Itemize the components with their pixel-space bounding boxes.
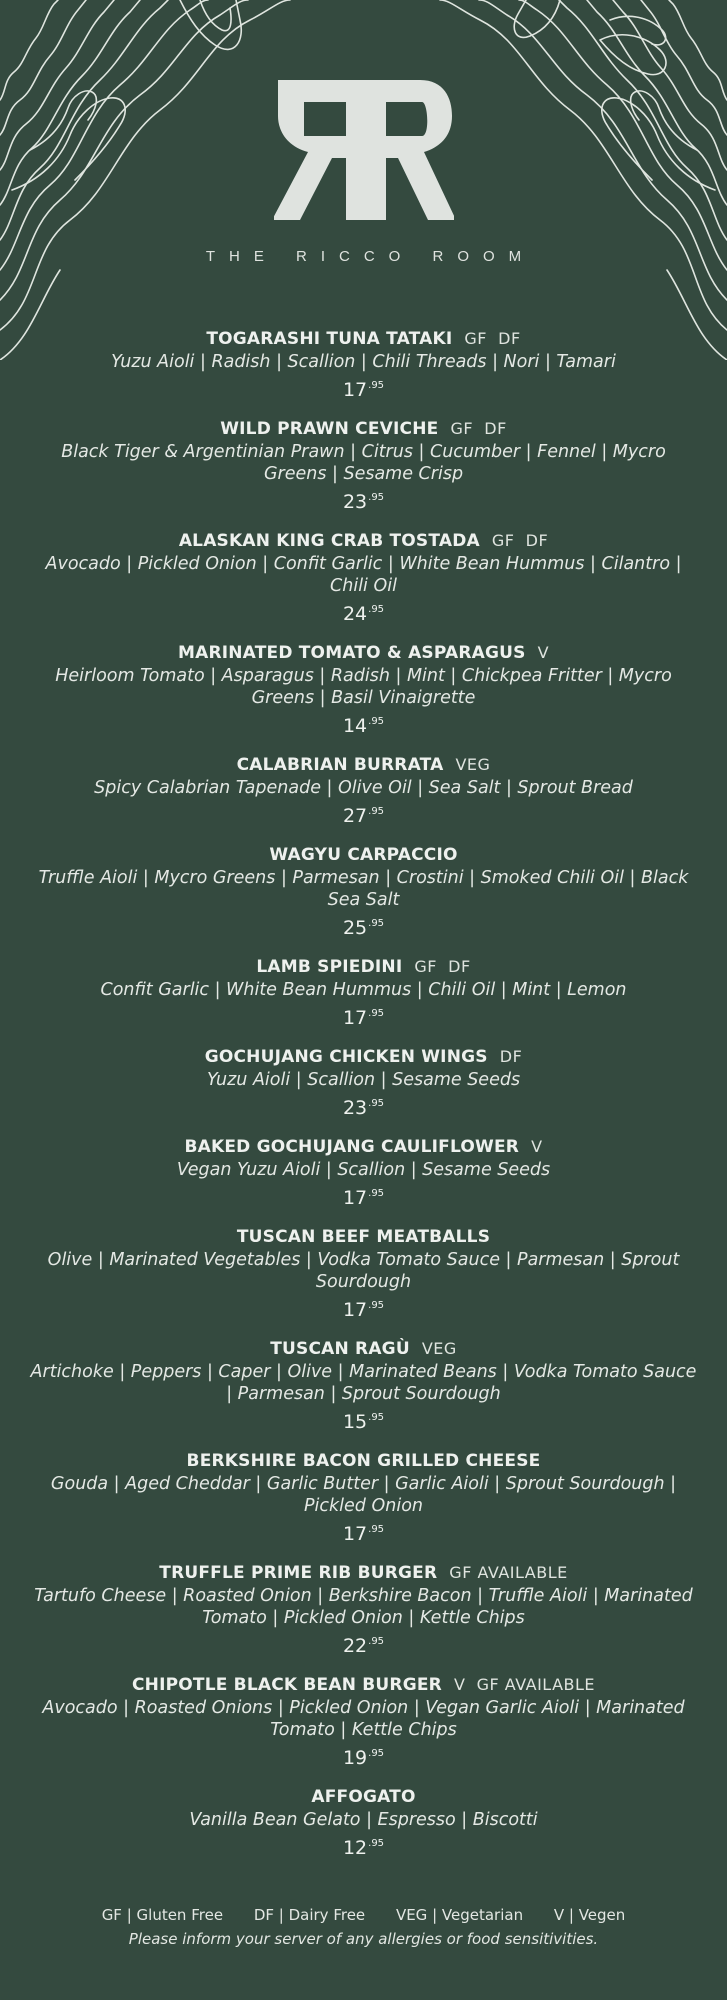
price-cents: .95 xyxy=(368,492,385,503)
menu-item xyxy=(30,1045,697,1121)
menu-item-title: AFFOGATO xyxy=(311,1787,416,1807)
menu-item-title: LAMB SPIEDINI xyxy=(256,957,403,977)
menu-item-price xyxy=(30,709,697,739)
price-cents: .95 xyxy=(368,1748,385,1759)
menu-item-title: TOGARASHI TUNA TATAKI xyxy=(206,329,453,349)
menu-item xyxy=(30,1337,697,1435)
price-dollars: 12 xyxy=(342,1837,368,1859)
menu-item-description: Spicy Calabrian Tapenade | Olive Oil | Sea Salt | Sprout Bread xyxy=(94,778,633,798)
menu-item-description: Confit Garlic | White Bean Hummus | Chili Oil | Mint | Lemon xyxy=(100,980,627,1000)
menu-item-name xyxy=(30,327,697,351)
menu-item-price xyxy=(30,1091,697,1121)
price-cents: .95 xyxy=(368,806,385,817)
menu-item-name xyxy=(30,1135,697,1159)
menu-item xyxy=(30,1135,697,1211)
menu-item xyxy=(30,1225,697,1323)
menu-item xyxy=(30,529,697,627)
menu-item-description: Avocado | Pickled Onion | Confit Garlic | White Bean Hummus | Cilantro | Chili Oil xyxy=(45,554,682,596)
menu-item-description: Black Tiger & Argentinian Prawn | Citrus | Cucumber | Fennel | Mycro Greens | Sesame Crisp xyxy=(61,442,666,484)
price-cents: .95 xyxy=(368,1188,385,1199)
price-cents: .95 xyxy=(368,716,385,727)
price-dollars: 19 xyxy=(342,1747,368,1769)
price-cents: .95 xyxy=(368,918,385,929)
price-dollars: 15 xyxy=(342,1411,368,1433)
menu-item-price xyxy=(30,1001,697,1031)
menu-item-description: Artichoke | Peppers | Caper | Olive | Marinated Beans | Vodka Tomato Sauce | Parmesan | Sprout Sourdough xyxy=(30,1362,697,1404)
menu-item-name xyxy=(30,529,697,553)
menu-item-price xyxy=(30,1741,697,1771)
menu-item-dietary-tags: GF AVAILABLE xyxy=(449,1563,568,1582)
menu-item-name xyxy=(30,1337,697,1361)
price-cents: .95 xyxy=(368,1008,385,1019)
menu-item-name xyxy=(30,843,697,867)
menu-item-description: Avocado | Roasted Onions | Pickled Onion | Vegan Garlic Aioli | Marinated Tomato | Kettle Chips xyxy=(42,1698,685,1740)
menu-item xyxy=(30,843,697,941)
price-cents: .95 xyxy=(368,1636,385,1647)
menu-item-price xyxy=(30,1517,697,1547)
menu-item xyxy=(30,641,697,739)
price-cents: .95 xyxy=(368,1412,385,1423)
menu-item-dietary-tags: GF DF xyxy=(491,531,549,550)
allergy-notice: Please inform your server of any allergies or food sensitivities. xyxy=(128,1930,599,1948)
menu-item-price xyxy=(30,1629,697,1659)
price-dollars: 23 xyxy=(342,491,368,513)
price-cents: .95 xyxy=(368,1098,385,1109)
menu-item-title: TRUFFLE PRIME RIB BURGER xyxy=(159,1563,438,1583)
price-dollars: 17 xyxy=(342,1187,368,1209)
menu-item-title: TUSCAN RAGÙ xyxy=(270,1339,410,1359)
dietary-legend xyxy=(0,1906,727,1924)
menu-item-dietary-tags: VEG xyxy=(455,755,491,774)
price-cents: .95 xyxy=(368,1838,385,1849)
legend-vegan: V | Vegen xyxy=(553,1906,626,1924)
menu-item-name xyxy=(30,955,697,979)
price-dollars: 23 xyxy=(342,1097,368,1119)
menu-item xyxy=(30,327,697,403)
menu-item xyxy=(30,1673,697,1771)
menu-item-dietary-tags: GF DF xyxy=(464,329,521,348)
menu-item-dietary-tags: V GF AVAILABLE xyxy=(453,1675,596,1694)
menu-item-description: Heirloom Tomato | Asparagus | Radish | Mint | Chickpea Fritter | Mycro Greens | Basil Vinaigrette xyxy=(55,666,672,708)
menu-item-price xyxy=(30,597,697,627)
menu-item-description: Tartufo Cheese | Roasted Onion | Berkshire Bacon | Truffle Aioli | Marinated Tomato | Pickled Onion | Kettle Chips xyxy=(34,1586,693,1628)
price-dollars: 17 xyxy=(342,379,368,401)
menu-item-name xyxy=(30,1673,697,1697)
menu-item-title: WAGYU CARPACCIO xyxy=(269,845,458,865)
menu-item-description: Truffle Aioli | Mycro Greens | Parmesan | Crostini | Smoked Chili Oil | Black Sea Salt xyxy=(38,868,689,910)
price-dollars: 24 xyxy=(342,603,368,625)
menu-item-name xyxy=(30,1561,697,1585)
menu-item-description: Vegan Yuzu Aioli | Scallion | Sesame Seeds xyxy=(176,1160,551,1180)
menu-item-description: Yuzu Aioli | Radish | Scallion | Chili Threads | Nori | Tamari xyxy=(111,352,616,372)
menu-item xyxy=(30,1561,697,1659)
menu-item-title: CHIPOTLE BLACK BEAN BURGER xyxy=(131,1675,442,1695)
menu-item-title: BERKSHIRE BACON GRILLED CHEESE xyxy=(186,1451,541,1471)
menu-item-title: ALASKAN KING CRAB TOSTADA xyxy=(178,531,480,551)
menu-item-price xyxy=(30,799,697,829)
menu-item-dietary-tags: GF DF xyxy=(450,419,507,438)
legend-dairy-free: DF | Dairy Free xyxy=(253,1906,366,1924)
rr-monogram-logo xyxy=(274,80,454,220)
menu-item-dietary-tags: VEG xyxy=(421,1339,457,1358)
menu-item xyxy=(30,417,697,515)
price-cents: .95 xyxy=(368,1524,385,1535)
menu-item xyxy=(30,753,697,829)
menu-item-price xyxy=(30,485,697,515)
menu-item-description: Vanilla Bean Gelato | Espresso | Biscotti xyxy=(189,1810,538,1830)
menu-item xyxy=(30,1449,697,1547)
menu-item-name xyxy=(30,1225,697,1249)
legend-vegetarian: VEG | Vegetarian xyxy=(395,1906,524,1924)
price-cents: .95 xyxy=(368,380,385,391)
price-dollars: 14 xyxy=(342,715,368,737)
menu-item-dietary-tags: V xyxy=(531,1137,543,1156)
menu-item-description: Yuzu Aioli | Scallion | Sesame Seeds xyxy=(206,1070,521,1090)
menu-item-name xyxy=(30,1449,697,1473)
price-dollars: 17 xyxy=(342,1007,368,1029)
price-dollars: 17 xyxy=(342,1299,368,1321)
menu-item xyxy=(30,1785,697,1861)
menu-item-description: Olive | Marinated Vegetables | Vodka Tomato Sauce | Parmesan | Sprout Sourdough xyxy=(47,1250,680,1292)
legend-gluten-free: GF | Gluten Free xyxy=(101,1906,224,1924)
menu-item-price xyxy=(30,1293,697,1323)
price-dollars: 27 xyxy=(342,805,368,827)
menu-list xyxy=(30,327,697,1875)
menu-item-price xyxy=(30,1405,697,1435)
menu-item-title: CALABRIAN BURRATA xyxy=(236,755,444,775)
menu-item-title: GOCHUJANG CHICKEN WINGS xyxy=(204,1047,488,1067)
menu-item-price xyxy=(30,373,697,403)
menu-item-title: MARINATED TOMATO & ASPARAGUS xyxy=(177,643,526,663)
menu-item-name xyxy=(30,641,697,665)
menu-item-dietary-tags: V xyxy=(537,643,550,662)
menu-item xyxy=(30,955,697,1031)
price-cents: .95 xyxy=(368,604,385,615)
price-dollars: 17 xyxy=(342,1523,368,1545)
price-dollars: 22 xyxy=(342,1635,368,1657)
menu-item-price xyxy=(30,1831,697,1861)
menu-item-name xyxy=(30,753,697,777)
menu-item-name xyxy=(30,1785,697,1809)
menu-item-dietary-tags: DF xyxy=(499,1047,523,1066)
menu-item-name xyxy=(30,417,697,441)
menu-item-dietary-tags: GF DF xyxy=(414,957,471,976)
menu-item-price xyxy=(30,1181,697,1211)
menu-item-name xyxy=(30,1045,697,1069)
menu-item-price xyxy=(30,911,697,941)
menu-item-description: Gouda | Aged Cheddar | Garlic Butter | Garlic Aioli | Sprout Sourdough | Pickled Onion xyxy=(50,1474,677,1516)
menu-item-title: WILD PRAWN CEVICHE xyxy=(220,419,439,439)
price-cents: .95 xyxy=(368,1300,385,1311)
restaurant-name: THE RICCO ROOM xyxy=(205,248,536,265)
price-dollars: 25 xyxy=(342,917,368,939)
menu-item-title: BAKED GOCHUJANG CAULIFLOWER xyxy=(184,1137,520,1157)
menu-item-title: TUSCAN BEEF MEATBALLS xyxy=(236,1227,491,1247)
